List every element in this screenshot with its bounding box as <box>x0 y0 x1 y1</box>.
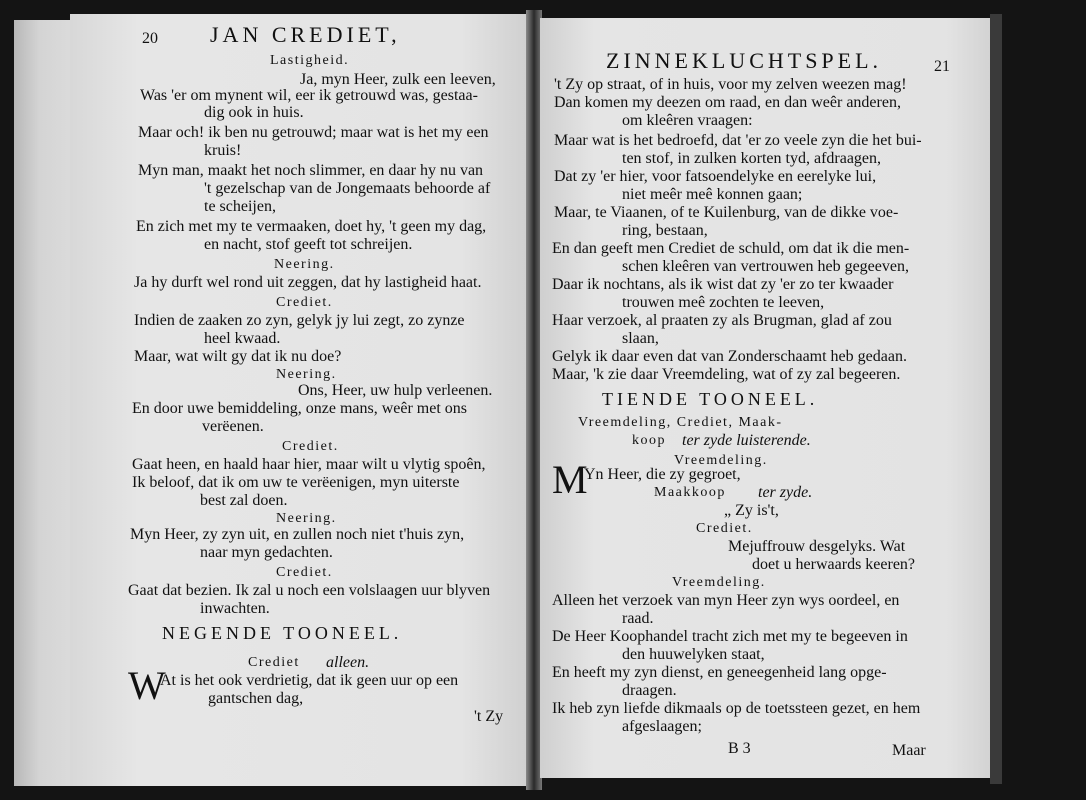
drop-cap: W <box>128 663 166 708</box>
text-line: Ik heb zyn liefde dikmaals op de toetssteen gezet, en hem <box>552 700 921 717</box>
speaker-label: Maakkoop <box>654 485 726 500</box>
text-line: inwachten. <box>200 600 270 617</box>
text-line: En heeft my zyn dienst, en geneegenheid lang opge- <box>552 664 887 681</box>
left-page <box>70 14 530 786</box>
text-line: ring, bestaan, <box>622 222 708 239</box>
speaker-list: Vreemdeling, Crediet, Maak- <box>578 415 783 430</box>
text-line: En zich met my te vermaaken, doet hy, 't geen my dag, <box>136 218 487 235</box>
text-line: 't Zy op straat, of in huis, voor my zelven weezen mag! <box>554 76 907 93</box>
text-line: En door uwe bemiddeling, onze mans, weêr met ons <box>132 400 468 417</box>
text-line: Haar verzoek, al praaten zy als Brugman, glad af zou <box>552 312 892 329</box>
page-number: 21 <box>934 58 950 75</box>
running-head: JAN CREDIET, <box>210 22 401 47</box>
text-line: „ Zy is't, <box>724 502 779 519</box>
text-line: trouwen meê zochten te leeven, <box>622 294 825 311</box>
text-line: Myn Heer, zy zyn uit, en zullen noch niet t'huis zyn, <box>130 526 465 543</box>
text-line: Indien de zaaken zo zyn, gelyk jy lui zegt, zo zynze <box>134 312 465 329</box>
text-line: Mejuffrouw desgelyks. Wat <box>728 538 906 555</box>
text-line: 't gezelschap van de Jongemaats behoorde af <box>204 180 491 197</box>
drop-cap: M <box>552 457 588 502</box>
speaker-label: Crediet. <box>276 565 333 580</box>
text-line: Gaat dat bezien. Ik zal u noch een volslaagen uur blyven <box>128 582 491 599</box>
text-line: Dan komen my deezen om raad, en dan weêr anderen, <box>554 94 901 111</box>
text-line: Myn man, maakt het noch slimmer, en daar hy nu van <box>138 162 484 179</box>
text-line: Ik beloof, dat ik om uw te verëenigen, myn uiterste <box>132 474 460 491</box>
text-line: heel kwaad. <box>204 330 281 347</box>
text-line: Maar och! ik ben nu getrouwd; maar wat is het my een <box>138 124 489 141</box>
text-line: Was 'er om mynent wil, eer ik getrouwd was, gestaa- <box>140 87 478 104</box>
text-line: afgeslaagen; <box>622 718 702 735</box>
speaker-label: Crediet. <box>696 521 753 536</box>
text-line: gantschen dag, <box>208 690 304 707</box>
text-line: Gaat heen, en haald haar hier, maar wilt u vlytig spoên, <box>132 456 486 473</box>
text-line: Maar, 'k zie daar Vreemdeling, wat of zy zal begeeren. <box>552 366 901 383</box>
catchword: 't Zy <box>474 708 504 725</box>
text-line: den huuwelyken staat, <box>622 646 765 663</box>
catchword: Maar <box>892 742 926 759</box>
text-line: Ja hy durft wel rond uit zeggen, dat hy lastigheid haat. <box>134 274 482 291</box>
page-stack-edge-right <box>990 14 1002 784</box>
speaker-label: Vreemdeling. <box>672 575 766 590</box>
text-line: verëenen. <box>202 418 264 435</box>
text-line: naar myn gedachten. <box>200 544 333 561</box>
text-line: raad. <box>622 610 654 627</box>
text-line: Ja, myn Heer, zulk een leeven, <box>300 71 496 88</box>
speaker-label: Crediet. <box>276 295 333 310</box>
speaker-label: Neering. <box>274 257 335 272</box>
text-line: Maar wat is het bedroefd, dat 'er zo veele zyn die het bui- <box>554 132 922 149</box>
text-line: Alleen het verzoek van myn Heer zyn wys oordeel, en <box>552 592 900 609</box>
text-line: dig ook in huis. <box>204 104 304 121</box>
page-number: 20 <box>142 30 158 47</box>
speaker-label: Crediet. <box>282 439 339 454</box>
text-line: slaan, <box>622 330 659 347</box>
text-line: om kleêren vraagen: <box>622 112 753 129</box>
text-line: best zal doen. <box>200 492 288 509</box>
speaker-list: koop <box>632 433 666 448</box>
text-line: At is het ook verdrietig, dat ik geen uur op een <box>160 672 459 689</box>
speaker-label: Lastigheid. <box>270 53 350 68</box>
text-line: Maar, wat wilt gy dat ik nu doe? <box>134 348 342 365</box>
right-page <box>540 18 992 778</box>
text-line: Daar ik nochtans, als ik wist dat zy 'er zo ter kwaader <box>552 276 894 293</box>
text-line: schen kleêren van vertrouwen heb gegeeven, <box>622 258 909 275</box>
page-stack-edge-left <box>14 20 78 786</box>
signature-mark: B 3 <box>728 740 751 757</box>
text-line: kruis! <box>204 142 242 159</box>
text-line: doet u herwaards keeren? <box>752 556 916 573</box>
text-line: Ons, Heer, uw hulp verleenen. <box>298 382 493 399</box>
text-line: te scheijen, <box>204 198 276 215</box>
text-line: En dan geeft men Crediet de schuld, om dat ik die men- <box>552 240 910 257</box>
text-line: De Heer Koophandel tracht zich met my te begeeven in <box>552 628 908 645</box>
text-line: Dat zy 'er hier, voor fatsoendelyke en eerelyke lui, <box>554 168 877 185</box>
text-line: Maar, te Viaanen, of te Kuilenburg, van de dikke voe- <box>554 204 899 221</box>
scene-heading: TIENDE TOONEEL. <box>602 389 819 409</box>
text-line: en nacht, stof geeft tot schreijen. <box>204 236 413 253</box>
running-head: ZINNEKLUCHTSPEL. <box>606 48 883 73</box>
speaker-label: Neering. <box>276 367 337 382</box>
stage-direction: ter zyde. <box>758 484 813 501</box>
stage-direction: ter zyde luisterende. <box>682 432 811 449</box>
speaker-label: Vreemdeling. <box>674 453 768 468</box>
text-line: draagen. <box>622 682 677 699</box>
text-line: ten stof, in zulken korten tyd, afdraagen, <box>622 150 882 167</box>
text-line: Gelyk ik daar even dat van Zonderschaamt heb gedaan. <box>552 348 907 365</box>
speaker-label: Crediet <box>248 655 300 670</box>
stage-direction: alleen. <box>326 654 370 671</box>
speaker-label: Neering. <box>276 511 337 526</box>
text-line: Yn Heer, die zy gegroet, <box>584 466 741 483</box>
scene-heading: NEGENDE TOONEEL. <box>162 623 403 643</box>
text-line: niet meêr meê konnen gaan; <box>622 186 803 203</box>
